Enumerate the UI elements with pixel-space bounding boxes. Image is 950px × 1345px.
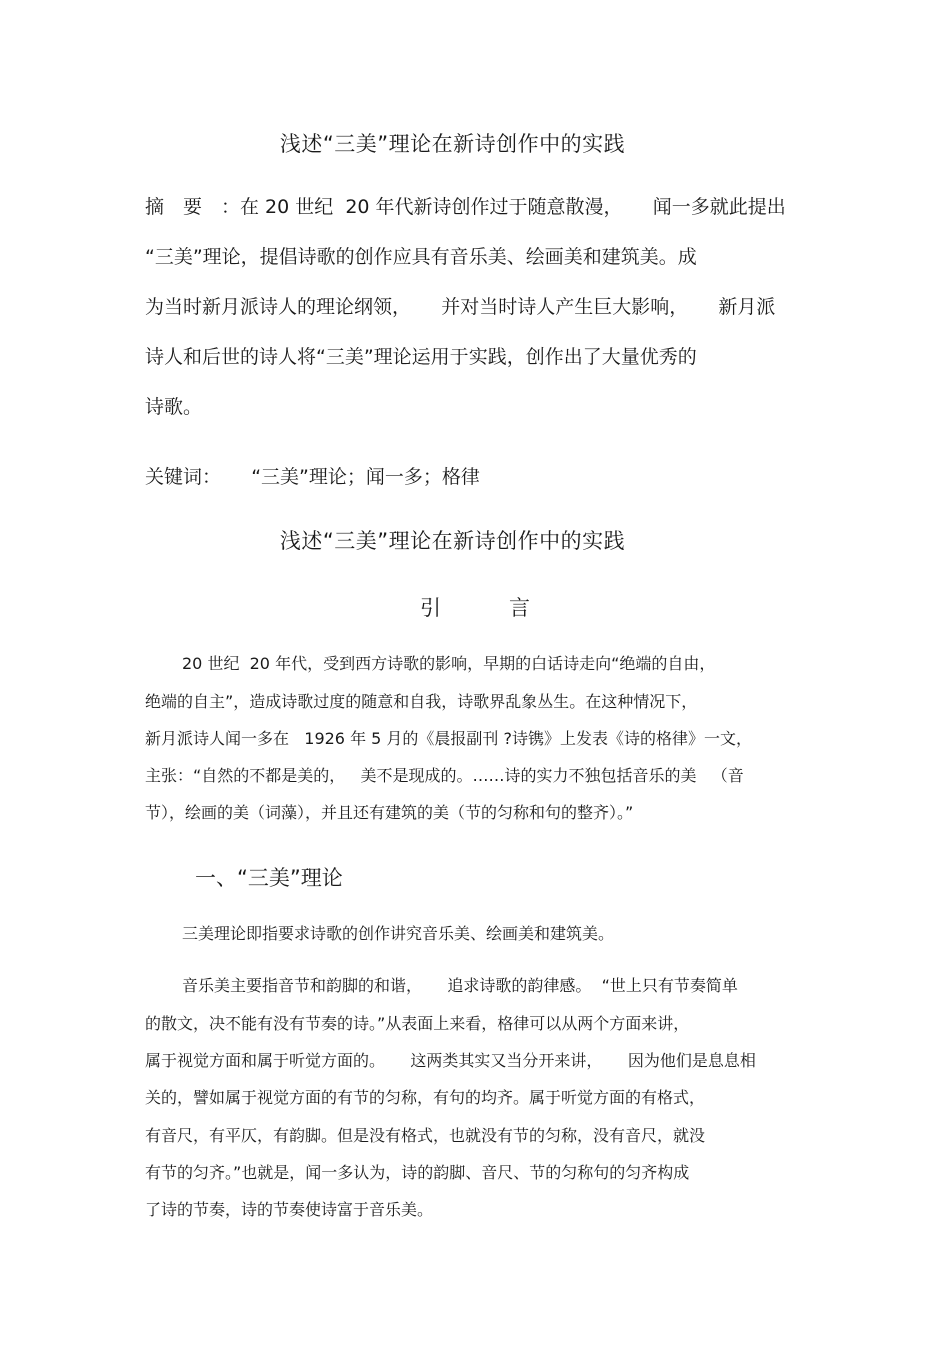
abstract-line-5: 诗歌。 — [145, 396, 203, 418]
intro-line-3: 新月派诗人闻一多在 1926 年 5 月的《晨报副刊 ?诗镌》上发表《诗的格律》一文， — [145, 729, 752, 748]
paper-title: 浅述“三美”理论在新诗创作中的实践 — [279, 132, 626, 156]
section1-para2-line-4: 关的，譬如属于视觉方面的有节的匀称，有句的均齐。属于听觉方面的有格式， — [145, 1088, 706, 1107]
section-heading-1: 一、“三美”理论 — [195, 866, 343, 890]
paper-title-repeat: 浅述“三美”理论在新诗创作中的实践 — [279, 529, 626, 553]
section1-para2-line-1: 音乐美主要指音节和韵脚的和谐， 追求诗歌的韵律感。 “世上只有节奏简单 — [182, 976, 738, 995]
abstract-line-2: “三美”理论，提倡诗歌的创作应具有音乐美、绘画美和建筑美。成 — [145, 246, 697, 268]
section1-para2-line-7: 了诗的节奏，诗的节奏使诗富于音乐美。 — [145, 1200, 434, 1219]
intro-line-1: 20 世纪 20 年代，受到西方诗歌的影响，早期的白话诗走向“绝端的自由， — [182, 654, 716, 673]
section1-paragraph-1: 三美理论即指要求诗歌的创作讲究音乐美、绘画美和建筑美。 — [182, 924, 615, 943]
intro-line-5: 节），绘画的美（词藻），并且还有建筑的美（节的匀称和句的整齐）。” — [145, 803, 634, 822]
section1-para2-line-2: 的散文，决不能有没有节奏的诗。”从表面上来看，格律可以从两个方面来讲， — [145, 1014, 690, 1033]
abstract-line-3: 为当时新月派诗人的理论纲领， 并对当时诗人产生巨大影响， 新月派 — [145, 296, 776, 318]
abstract-line-1: 摘 要 ：在 20 世纪 20 年代新诗创作过于随意散漫， 闻一多就此提出 — [145, 196, 786, 218]
intro-line-4: 主张：“自然的不都是美的， 美不是现成的。……诗的实力不独包括音乐的美 （音 — [145, 766, 744, 785]
intro-heading-char-1: 引 — [420, 596, 441, 620]
section1-para2-line-5: 有音尺，有平仄，有韵脚。但是没有格式，也就没有节的匀称，没有音尺，就没 — [145, 1126, 706, 1145]
keywords: 关键词： “三美”理论；闻一多；格律 — [145, 466, 480, 488]
intro-heading-char-2: 言 — [509, 596, 530, 620]
section1-para2-line-6: 有节的匀齐。”也就是，闻一多认为，诗的韵脚、音尺、节的匀称句的匀齐构成 — [145, 1163, 690, 1182]
abstract-line-4: 诗人和后世的诗人将“三美”理论运用于实践，创作出了大量优秀的 — [145, 346, 697, 368]
intro-heading — [0, 592, 950, 622]
intro-line-2: 绝端的自主”，造成诗歌过度的随意和自我，诗歌界乱象丛生。在这种情况下， — [145, 692, 698, 711]
section1-para2-line-3: 属于视觉方面和属于听觉方面的。 这两类其实又当分开来讲， 因为他们是息息相 — [145, 1051, 756, 1070]
